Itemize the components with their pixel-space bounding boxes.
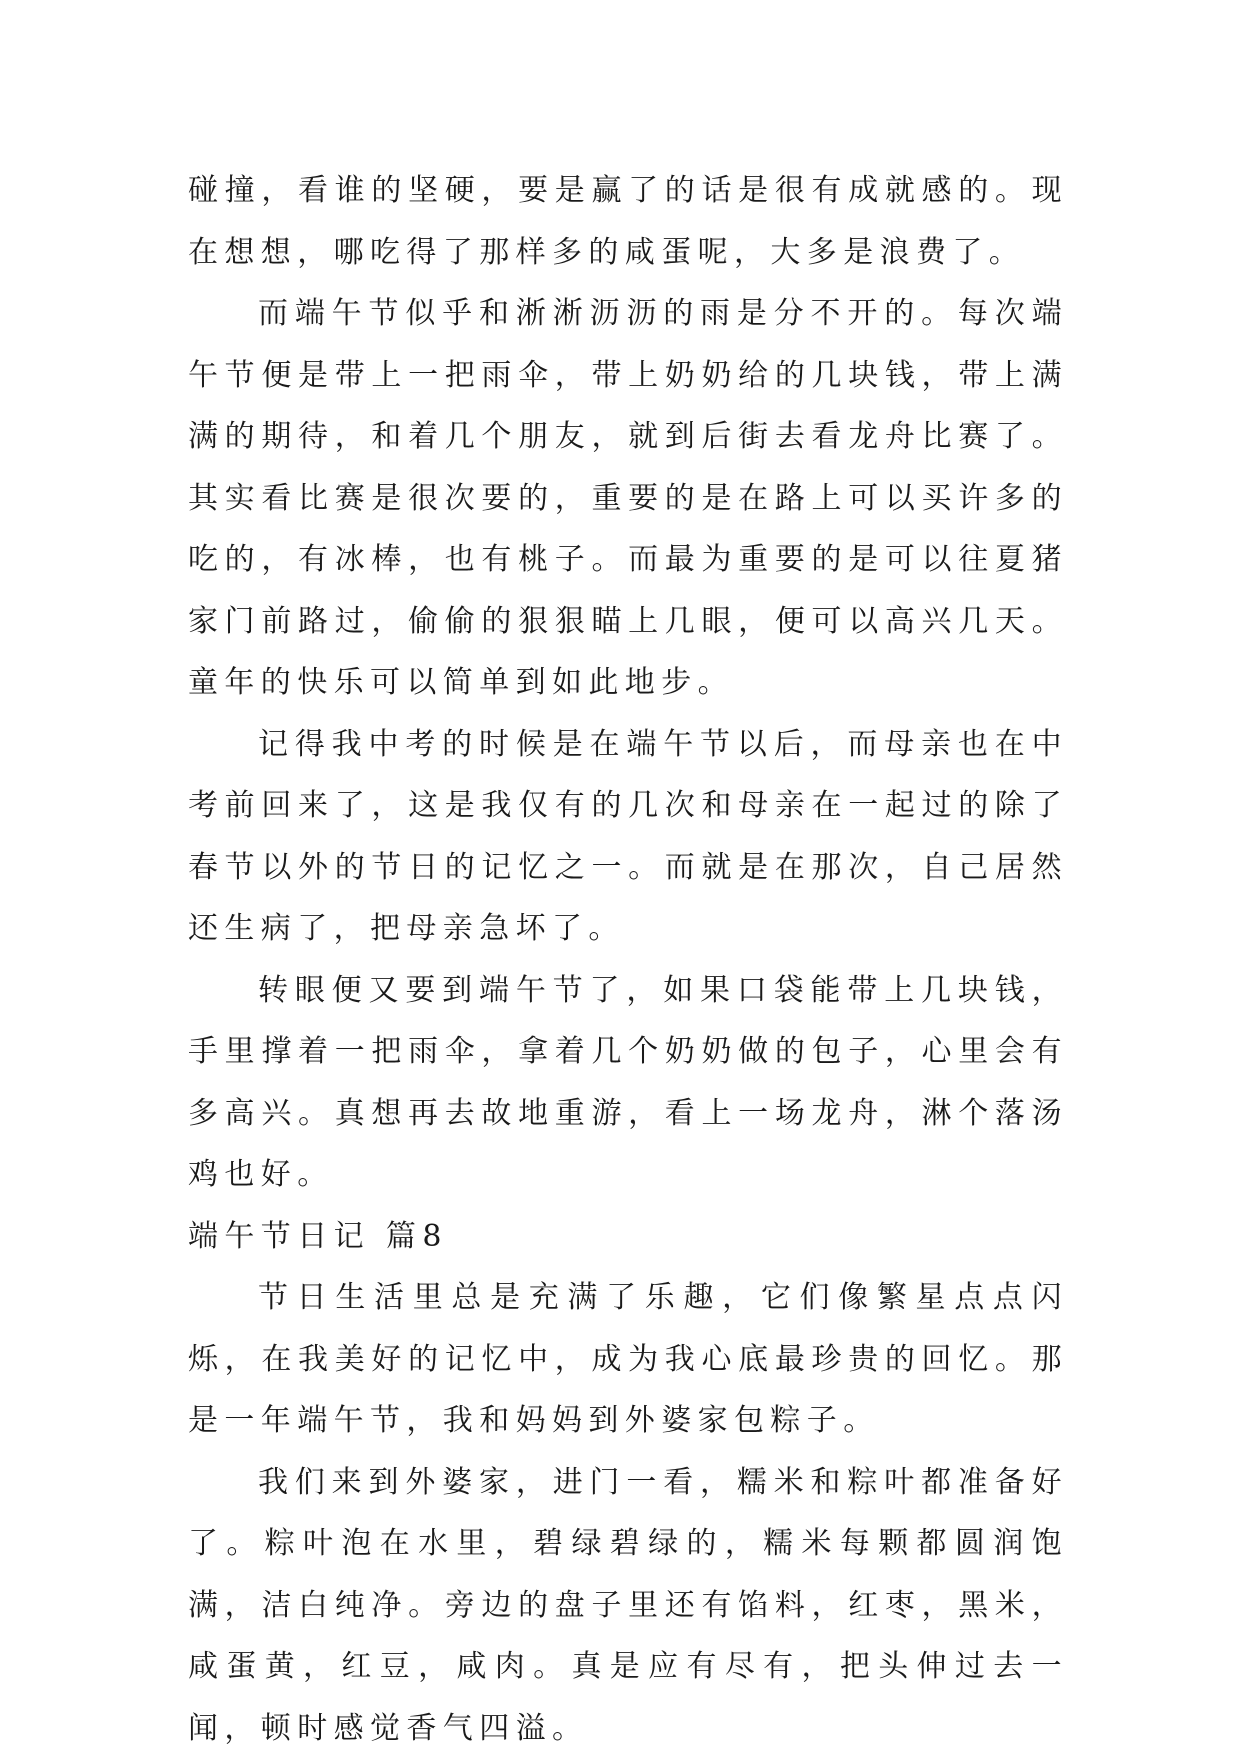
paragraph: 碰撞，看谁的坚硬，要是赢了的话是很有成就感的。现在想想，哪吃得了那样多的咸蛋呢，大多是浪费了。 bbox=[188, 160, 1068, 283]
paragraph: 记得我中考的时候是在端午节以后，而母亲也在中考前回来了，这是我仅有的几次和母亲在一起过的除了春节以外的节日的记忆之一。而就是在那次，自己居然还生病了，把母亲急坏了。 bbox=[188, 714, 1068, 960]
section-heading: 端午节日记 篇8 bbox=[188, 1206, 1068, 1268]
document-body bbox=[188, 160, 1068, 1759]
paragraph: 而端午节似乎和淅淅沥沥的雨是分不开的。每次端午节便是带上一把雨伞，带上奶奶给的几块钱，带上满满的期待，和着几个朋友，就到后街去看龙舟比赛了。其实看比赛是很次要的，重要的是在路上可以买许多的吃的，有冰棒，也有桃子。而最为重要的是可以往夏猪家门前路过，偷偷的狠狠瞄上几眼，便可以高兴几天。童年的快乐可以简单到如此地步。 bbox=[188, 283, 1068, 714]
paragraph: 节日生活里总是充满了乐趣，它们像繁星点点闪烁，在我美好的记忆中，成为我心底最珍贵的回忆。那是一年端午节，我和妈妈到外婆家包粽子。 bbox=[188, 1267, 1068, 1452]
paragraph: 我们来到外婆家，进门一看，糯米和粽叶都准备好了。粽叶泡在水里，碧绿碧绿的，糯米每颗都圆润饱满，洁白纯净。旁边的盘子里还有馅料，红枣，黑米，咸蛋黄，红豆，咸肉。真是应有尽有，把头伸过去一闻，顿时感觉香气四溢。 bbox=[188, 1452, 1068, 1759]
paragraph: 转眼便又要到端午节了，如果口袋能带上几块钱，手里撑着一把雨伞，拿着几个奶奶做的包子，心里会有多高兴。真想再去故地重游，看上一场龙舟，淋个落汤鸡也好。 bbox=[188, 960, 1068, 1206]
